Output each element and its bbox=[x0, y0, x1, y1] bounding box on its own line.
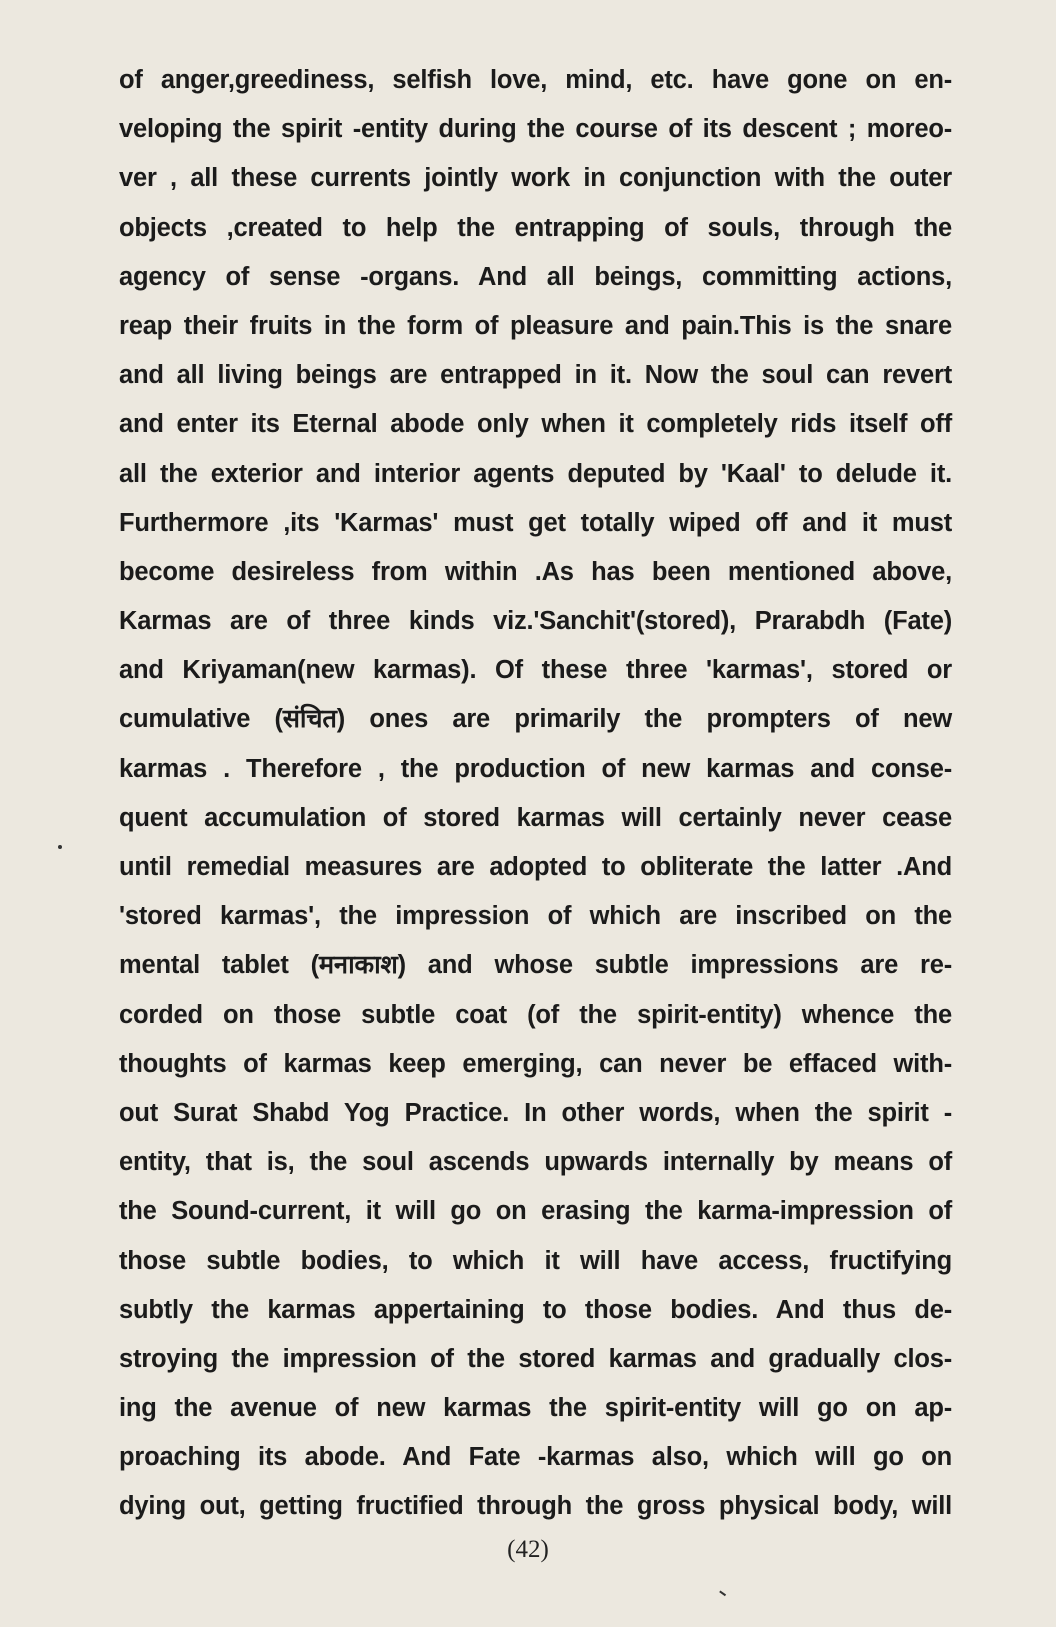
text-line: corded on those subtle coat (of the spirit-entity) whence the bbox=[119, 1000, 952, 1029]
text-line: quent accumulation of stored karmas will certainly never cease bbox=[119, 803, 952, 832]
text-line: objects ,created to help the entrapping of souls, through the bbox=[119, 213, 952, 242]
text-line: and all living beings are entrapped in it. Now the soul can revert bbox=[119, 361, 952, 390]
text-line: thoughts of karmas keep emerging, can never be effaced with- bbox=[119, 1049, 952, 1078]
text-line: subtly the karmas appertaining to those bodies. And thus de- bbox=[119, 1295, 952, 1324]
text-line: cumulative (संचित) ones are primarily the prompters of new bbox=[119, 705, 952, 734]
text-line: ver , all these currents jointly work in conjunction with the outer bbox=[119, 164, 952, 193]
text-line: until remedial measures are adopted to obliterate the latter .And bbox=[119, 853, 952, 881]
text-line: and enter its Eternal abode only when it completely rids itself off bbox=[119, 410, 952, 439]
text-line: mental tablet (मनाकाश) and whose subtle impressions are re- bbox=[119, 951, 952, 980]
text-line: reap their fruits in the form of pleasure and pain.This is the snare bbox=[119, 311, 952, 340]
text-line: those subtle bodies, to which it will have access, fructifying bbox=[119, 1246, 952, 1275]
text-line: all the exterior and interior agents deputed by 'Kaal' to delude it. bbox=[119, 459, 952, 488]
text-line: stroying the impression of the stored karmas and gradually clos- bbox=[119, 1344, 952, 1373]
text-line: become desireless from within .As has been mentioned above, bbox=[119, 557, 952, 586]
text-line: veloping the spirit -entity during the course of its descent ; moreo- bbox=[119, 115, 952, 144]
text-line: agency of sense -organs. And all beings, committing actions, bbox=[119, 262, 952, 291]
text-line: ing the avenue of new karmas the spirit-entity will go on ap- bbox=[119, 1394, 952, 1423]
text-line: of anger,greediness, selfish love, mind, etc. have gone on en- bbox=[119, 66, 952, 94]
text-line: 'stored karmas', the impression of which are inscribed on the bbox=[119, 902, 952, 931]
text-line: the Sound-current, it will go on erasing the karma-impression of bbox=[119, 1197, 952, 1226]
text-line: dying out, getting fructified through the gross physical body, will bbox=[119, 1492, 952, 1521]
body-text bbox=[119, 56, 952, 1532]
text-line: and Kriyaman(new karmas). Of these three 'karmas', stored or bbox=[119, 656, 952, 685]
paper-mark bbox=[717, 1591, 726, 1600]
page-number: (42) bbox=[507, 1536, 549, 1563]
paper-speck bbox=[58, 845, 62, 849]
text-line: proaching its abode. And Fate -karmas also, which will go on bbox=[119, 1443, 952, 1472]
text-line: entity, that is, the soul ascends upwards internally by means of bbox=[119, 1148, 952, 1177]
text-line: Furthermore ,its 'Karmas' must get totally wiped off and it must bbox=[119, 508, 952, 537]
text-line: out Surat Shabd Yog Practice. In other words, when the spirit - bbox=[119, 1098, 952, 1127]
text-line: karmas . Therefore , the production of new karmas and conse- bbox=[119, 754, 952, 783]
text-line: Karmas are of three kinds viz.'Sanchit'(stored), Prarabdh (Fate) bbox=[119, 607, 952, 636]
